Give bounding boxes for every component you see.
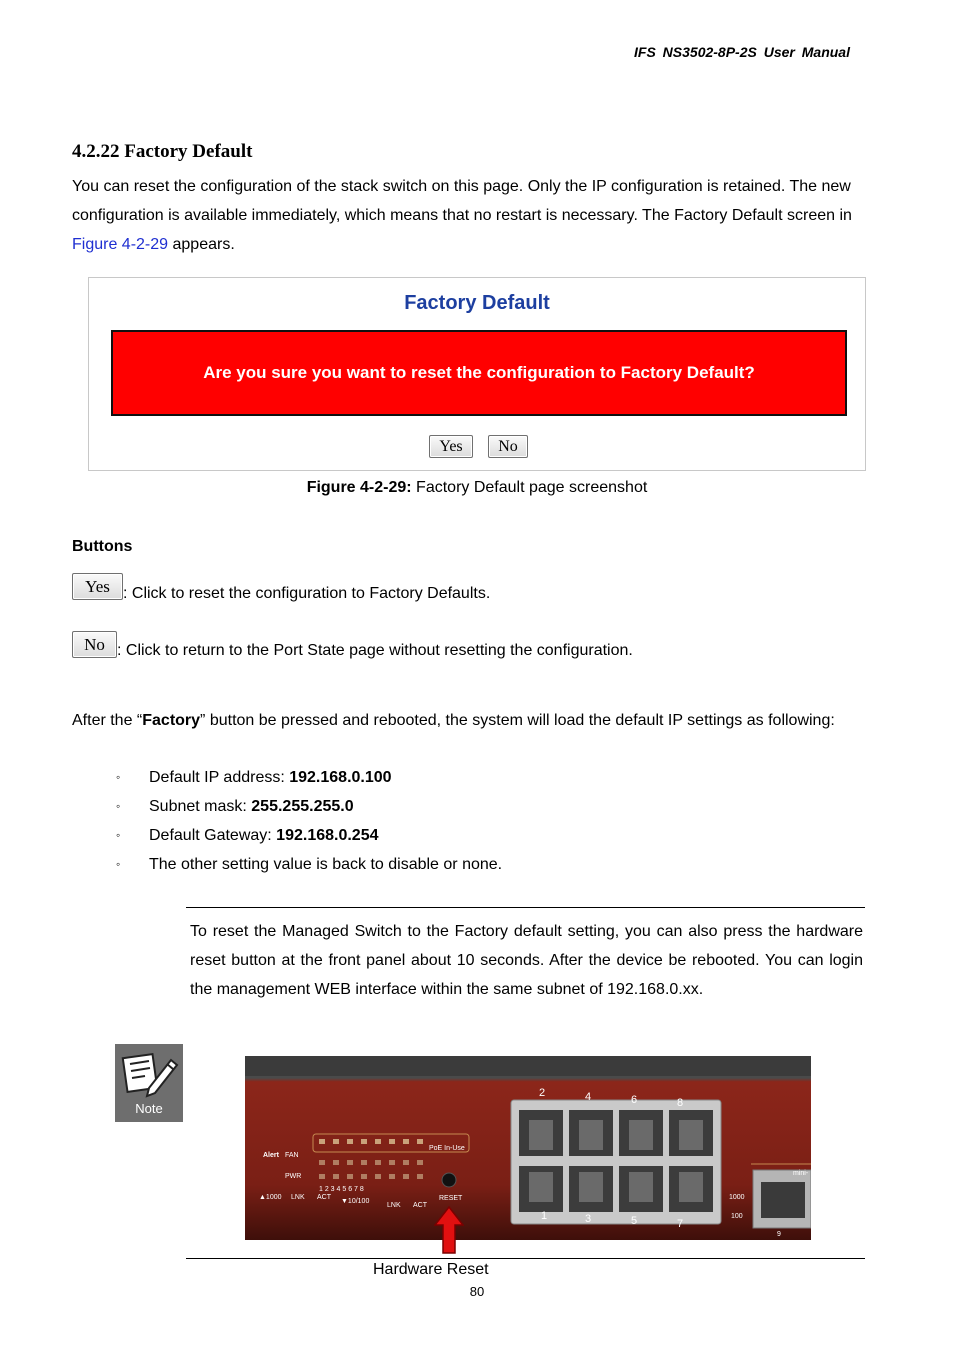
manual-title: IFS NS3502-8P-2S User Manual [634,44,850,60]
list-item-label: Default IP address: [149,769,290,786]
bullet-marker: ◦ [116,857,121,871]
confirm-alert-text: Are you sure you want to reset the configuration to Factory Default? [203,363,755,382]
page-number: 80 [469,1284,485,1299]
note-divider-top [186,907,865,908]
note-text: To reset the Managed Switch to the Factory default setting, you can also press the hardware reset button at the front panel about 10 seconds. After the device be rebooted. You can login the management WEB interface within the same subnet of 192.168.0.xx. [190,923,863,998]
reset-pointer-arrow-icon [434,1206,464,1259]
front-panel-illustration [245,1056,811,1240]
port-label-5: 5 [631,1215,638,1227]
bullet-marker: ◦ [116,770,121,784]
figure-yes-button[interactable]: Yes [429,435,473,458]
figure-title: Factory Default [404,292,550,314]
port-label-3: 3 [585,1213,592,1225]
reset-label: RESET [439,1195,463,1202]
reset-button-hole [442,1173,456,1187]
list-item-label: Default Gateway: [149,827,277,844]
list-item-subnet [116,792,816,821]
list-item-value: 255.255.255.0 [251,798,354,815]
list-item-value: 192.168.0.254 [276,827,379,844]
speed-10-100-label: ▼10/100 [341,1198,370,1205]
bullet-marker: ◦ [116,799,121,813]
figure-no-button[interactable]: No [488,435,528,458]
section-heading: 4.2.22 Factory Default [72,141,253,162]
speed-1000-label: ▲1000 [259,1194,282,1201]
list-item-other [116,850,816,879]
led-port-numbers: 1 2 3 4 5 6 7 8 [319,1186,364,1193]
no-button-description: : Click to return to the Port State page without resetting the configuration. [117,642,633,659]
alert-label: Alert [263,1152,279,1159]
port-label-8: 8 [677,1097,684,1109]
pwr-label: PWR [285,1173,302,1180]
intro-paragraph [72,172,882,259]
list-item-gateway [116,821,816,850]
buttons-heading: Buttons [72,538,133,555]
after-text-start: After the “ [72,712,143,729]
port-label-6: 6 [631,1094,638,1106]
lnk-label-2: LNK [387,1202,401,1209]
default-settings-list [116,763,816,879]
hardware-reset-caption: Hardware Reset [373,1261,489,1278]
confirm-alert-box [111,330,847,416]
factory-word: Factory [142,712,201,729]
sfp-1000-label: 1000 [729,1194,745,1201]
intro-text-start: You can reset the configuration of the stack switch on this page. Only the IP configuration is retained. The new configuration is available immediately, which means that no restart is necessary. The Factory Default screen in [72,178,852,224]
poe-label: PoE In-Use [429,1145,465,1152]
bullet-marker: ◦ [116,828,121,842]
yes-button-sample[interactable]: Yes [72,573,123,600]
factory-default-figure [88,277,866,471]
figure-caption-label: Figure 4-2-29: [306,479,412,496]
port-label-4: 4 [585,1091,592,1103]
port-label-1: 1 [541,1210,548,1222]
list-item-ip [116,763,816,792]
default-settings-paragraph [72,706,872,735]
port-label-7: 7 [677,1218,684,1230]
list-item-value: 192.168.0.100 [289,769,392,786]
no-button-sample[interactable]: No [72,631,117,658]
port-label-2: 2 [539,1087,546,1099]
note-divider-bottom [186,1258,865,1259]
list-item-label: The other setting value is back to disable or none. [149,856,503,873]
note-icon-label: Note [135,1101,163,1116]
after-text-end: ” button be pressed and rebooted, the system will load the default IP settings as following: [200,712,835,729]
act-label: ACT [317,1194,331,1201]
figure-caption-text: Factory Default page screenshot [411,479,648,496]
sfp-port-label: 9 [777,1231,781,1238]
figure-link[interactable]: Figure 4-2-29 [72,236,169,253]
figure-caption [0,479,954,497]
mini-label: mini- [793,1170,809,1177]
note-icon [115,1044,183,1122]
yes-button-description: : Click to reset the configuration to Factory Defaults. [123,585,491,602]
list-item-label: Subnet mask: [149,798,252,815]
fan-label: FAN [285,1152,299,1159]
intro-text-end: appears. [168,236,235,253]
sfp-100-label: 100 [731,1213,743,1220]
switch-front-panel-photo [245,1056,811,1240]
lnk-label: LNK [291,1194,305,1201]
act-label-2: ACT [413,1202,427,1209]
